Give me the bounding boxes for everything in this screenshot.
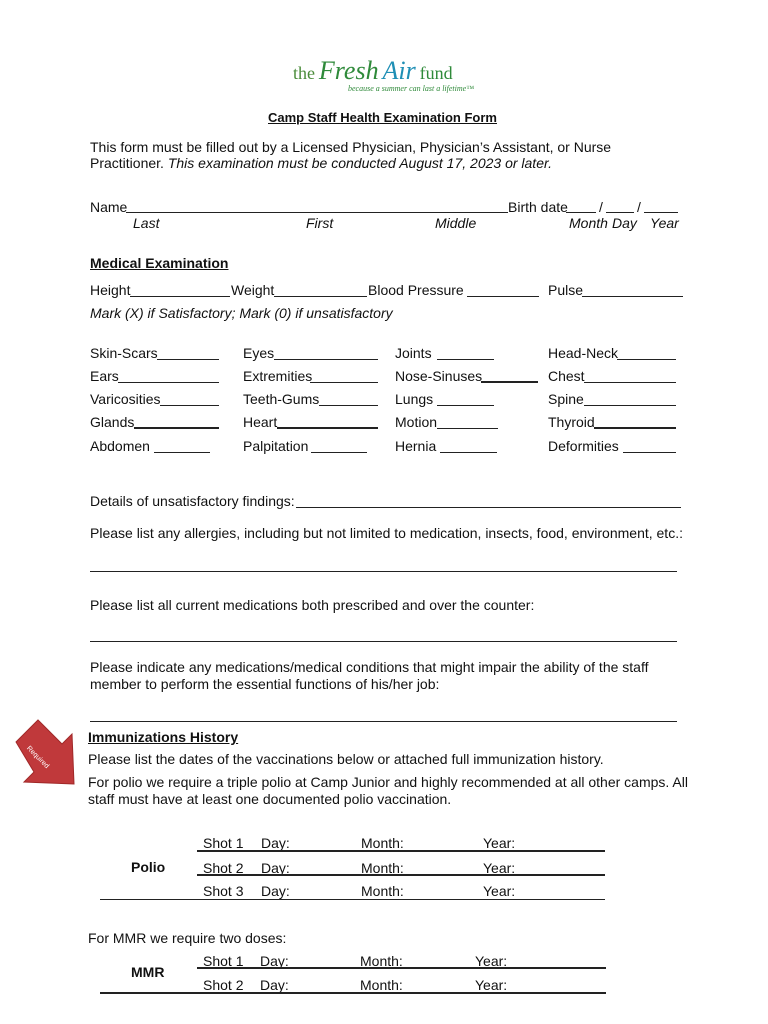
- exam-glands-field[interactable]: [134, 427, 219, 429]
- exam-spine: Spine: [548, 391, 584, 407]
- logo-fund: fund: [419, 63, 453, 83]
- exam-varicosities: Varicosities: [90, 391, 161, 407]
- polio-row-3-field[interactable]: [100, 899, 605, 900]
- mmr-day-1: Day:: [260, 953, 289, 969]
- polio-shot-2: Shot 2: [203, 860, 244, 876]
- exam-skin-scars: Skin-Scars: [90, 345, 158, 361]
- polio-note-1: For polio we require a triple polio at Camp Junior and highly recommended at all other camps. All: [88, 774, 688, 790]
- impair-label-1: Please indicate any medications/medical conditions that might impair the ability of the staff: [90, 659, 649, 675]
- polio-year-1: Year:: [483, 835, 516, 851]
- exam-palpitation: Palpitation: [243, 438, 309, 454]
- polio-year-3: Year:: [483, 883, 516, 899]
- exam-lungs: Lungs: [395, 391, 434, 407]
- exam-extremities-field[interactable]: [310, 382, 378, 383]
- exam-nose-sinuses-field[interactable]: [481, 381, 538, 383]
- last-label: Last: [133, 215, 160, 231]
- medical-heading: Medical Examination: [90, 255, 229, 271]
- intro-line-2-italic: This examination must be conducted August 17, 2023 or later.: [167, 155, 553, 171]
- exam-skin-scars-field[interactable]: [157, 359, 219, 360]
- form-title: Camp Staff Health Examination Form: [268, 110, 497, 125]
- polio-month-1: Month:: [361, 835, 404, 851]
- exam-teeth-gums-field[interactable]: [319, 405, 378, 406]
- year-label: Year: [650, 215, 679, 231]
- polio-day-3: Day:: [261, 883, 290, 899]
- month-label: Month: [569, 215, 608, 231]
- mmr-day-2: Day:: [260, 977, 289, 993]
- bp-field[interactable]: [467, 296, 539, 297]
- weight-field[interactable]: [274, 296, 367, 297]
- required-tag: Required: [25, 745, 51, 771]
- details-label: Details of unsatisfactory findings:: [90, 493, 295, 509]
- exam-nose-sinuses: Nose-Sinuses: [395, 368, 483, 384]
- slash-2: /: [637, 199, 641, 215]
- first-label: First: [306, 215, 334, 231]
- polio-day-2: Day:: [261, 860, 290, 876]
- logo-tagline: because a summer can last a lifetime™: [348, 84, 475, 93]
- birth-month-field[interactable]: [566, 212, 596, 213]
- immunizations-heading: Immunizations History: [88, 729, 239, 745]
- allergies-field[interactable]: [90, 571, 677, 572]
- exam-abdomen-field[interactable]: [154, 452, 210, 453]
- exam-chest-field[interactable]: [584, 382, 676, 383]
- height-field[interactable]: [130, 296, 230, 297]
- details-field[interactable]: [296, 507, 681, 508]
- polio-month-2: Month:: [361, 860, 404, 876]
- required-arrow-icon: [12, 716, 92, 792]
- exam-head-neck-field[interactable]: [617, 359, 676, 360]
- exam-ears: Ears: [90, 368, 119, 384]
- mmr-label: MMR: [131, 964, 165, 980]
- exam-heart: Heart: [243, 414, 278, 430]
- exam-eyes: Eyes: [243, 345, 275, 361]
- exam-deformities: Deformities: [548, 438, 619, 454]
- mmr-intro: For MMR we require two doses:: [88, 930, 287, 946]
- mmr-month-1: Month:: [360, 953, 403, 969]
- logo-air: Air: [382, 56, 416, 85]
- polio-shot-3: Shot 3: [203, 883, 244, 899]
- exam-head-neck: Head-Neck: [548, 345, 619, 361]
- exam-motion: Motion: [395, 414, 438, 430]
- mmr-shot-1: Shot 1: [203, 953, 244, 969]
- polio-label: Polio: [131, 859, 166, 875]
- logo: [293, 56, 453, 86]
- exam-spine-field[interactable]: [584, 405, 676, 406]
- exam-joints-field[interactable]: [437, 359, 494, 360]
- birth-year-field[interactable]: [644, 212, 678, 213]
- mmr-year-2: Year:: [475, 977, 508, 993]
- exam-ears-field[interactable]: [118, 382, 219, 383]
- slash-1: /: [599, 199, 603, 215]
- mmr-row-2-field[interactable]: [100, 992, 606, 994]
- exam-motion-field[interactable]: [437, 428, 498, 429]
- exam-heart-field[interactable]: [277, 427, 378, 429]
- intro-line-2-plain: Practitioner.: [90, 155, 168, 171]
- allergies-label: Please list any allergies, including but not limited to medication, insects, food, environment, etc.:: [90, 525, 683, 541]
- intro-line-1: This form must be filled out by a Licensed Physician, Physician’s Assistant, or Nurse: [90, 139, 612, 155]
- exam-joints: Joints: [395, 345, 432, 361]
- exam-lungs-field[interactable]: [437, 405, 494, 406]
- exam-hernia: Hernia: [395, 438, 437, 454]
- bp-label: Blood Pressure: [368, 282, 464, 298]
- polio-year-2: Year:: [483, 860, 516, 876]
- birth-date-label: Birth date: [508, 199, 568, 215]
- exam-chest: Chest: [548, 368, 585, 384]
- exam-hernia-field[interactable]: [440, 452, 497, 453]
- weight-label: Weight: [231, 282, 275, 298]
- exam-teeth-gums: Teeth-Gums: [243, 391, 320, 407]
- immunizations-line-1: Please list the dates of the vaccinations below or attached full immunization history.: [88, 751, 604, 767]
- polio-shot-1: Shot 1: [203, 835, 244, 851]
- name-label: Name: [90, 199, 128, 215]
- polio-day-1: Day:: [261, 835, 290, 851]
- exam-glands: Glands: [90, 414, 135, 430]
- pulse-label: Pulse: [548, 282, 584, 298]
- mmr-row-1-field[interactable]: [197, 967, 606, 969]
- exam-eyes-field[interactable]: [274, 359, 378, 360]
- impair-field[interactable]: [90, 721, 677, 722]
- medications-field[interactable]: [90, 641, 677, 642]
- exam-extremities: Extremities: [243, 368, 313, 384]
- medications-label: Please list all current medications both prescribed and over the counter:: [90, 597, 535, 613]
- polio-note-2: staff must have at least one documented polio vaccination.: [88, 791, 452, 807]
- birth-day-field[interactable]: [606, 212, 634, 213]
- exam-palpitation-field[interactable]: [311, 452, 367, 453]
- intro-line-2: [90, 155, 552, 171]
- exam-deformities-field[interactable]: [623, 452, 676, 453]
- mmr-year-1: Year:: [475, 953, 508, 969]
- polio-row-2-field[interactable]: [197, 874, 605, 876]
- exam-thyroid-field[interactable]: [594, 427, 676, 429]
- impair-label-2: member to perform the essential functions of his/her job:: [90, 676, 440, 692]
- polio-row-1-field[interactable]: [197, 850, 605, 852]
- exam-thyroid: Thyroid: [548, 414, 595, 430]
- mmr-shot-2: Shot 2: [203, 977, 244, 993]
- mmr-month-2: Month:: [360, 977, 403, 993]
- height-label: Height: [90, 282, 131, 298]
- exam-abdomen: Abdomen: [90, 438, 150, 454]
- mark-note: Mark (X) if Satisfactory; Mark (0) if unsatisfactory: [90, 305, 393, 321]
- logo-the: the: [293, 63, 315, 83]
- name-field[interactable]: [126, 212, 508, 213]
- pulse-field[interactable]: [582, 296, 683, 297]
- logo-fresh: Fresh: [318, 56, 379, 85]
- day-label: Day: [612, 215, 637, 231]
- middle-label: Middle: [435, 215, 477, 231]
- exam-varicosities-field[interactable]: [160, 405, 219, 406]
- polio-month-3: Month:: [361, 883, 404, 899]
